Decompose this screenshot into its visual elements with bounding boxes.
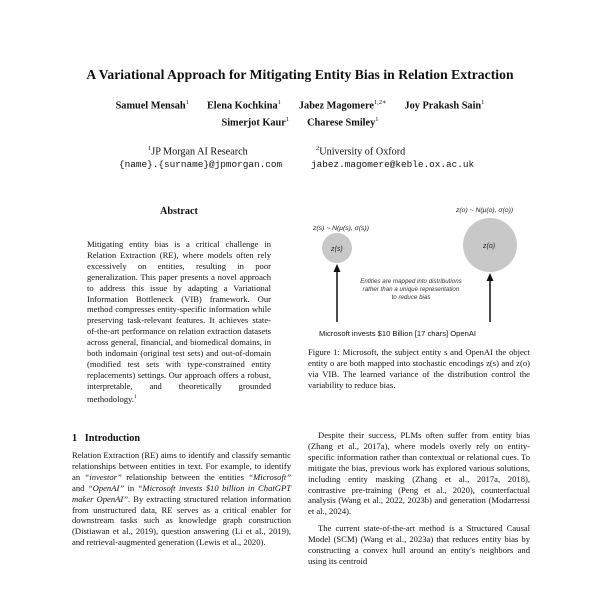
author-aff: 1 [185, 99, 189, 106]
author-aff: 1 [375, 116, 379, 123]
email-2: jabez.magomere@keble.ox.ac.uk [311, 159, 475, 170]
intro-quote: “investor” [84, 471, 122, 482]
figure-sentence: Microsoft invests $10 Billion [17 chars] OpenAI [319, 329, 477, 338]
arrowhead-subject [334, 264, 341, 272]
node-right: z(o) [483, 243, 496, 250]
arrowhead-object [487, 273, 494, 281]
label-right: z(o) ~ N(μ(o), σ(o)) [456, 207, 514, 214]
abstract-heading: Abstract [160, 206, 198, 217]
author-name: Joy Prakash Sain [404, 100, 482, 112]
author-aff: 1 [285, 116, 290, 123]
node-left: z(s) [331, 246, 343, 253]
abstract-text: Mitigating entity bias is a critical challenge in Relation Extraction (RE), where models often rely excessively on entities, resulting in poor generalization. This paper presents a novel approach to address this issue by adapting a Variational Information Bottleneck (VIB) framework. Our method compresses entity-specific information while preserving task-relevant features. It achieves state-of-the-art performance on relation extraction datasets across general, financial, and biomedical domains, in both indomain (original test sets) and out-of-domain (modified test sets with type-constrained entity replacements) settings. Our approach offers a robust, interpretable, and theoretically grounded methodology. [87, 239, 271, 404]
note-line-1: Entities are mapped into distributions [360, 278, 462, 285]
aff-number: 1 [148, 145, 152, 152]
intro-text: Relation Extraction (RE) aims to identify and classify semantic relationships between entities in text. For example, to identify an [72, 450, 291, 482]
intro-text: in [124, 482, 138, 493]
author-aff: 1 [481, 99, 485, 106]
aff-number: 2 [316, 145, 320, 152]
affiliation-1 [148, 145, 248, 157]
author-line-1 [60, 98, 540, 111]
section-number: 1 [72, 433, 78, 444]
figure-caption: Figure 1: Microsoft, the subject entity s and OpenAI the object entity o are both mapped into stochastic encodings z(s) and z(o) via VIB. The learned variance of the distribution control the variability to reduce bias. [308, 347, 530, 390]
author-name: Charese Smiley [307, 117, 376, 129]
footnote-mark: 1 [133, 393, 137, 400]
author-name: Samuel Mensah [115, 100, 186, 112]
section-title: Introduction [84, 433, 141, 444]
author-name: Elena Kochkina [206, 100, 278, 112]
paper-title: A Variational Approach for Mitigating Entity Bias in Relation Extraction [86, 67, 514, 82]
intro-quote: “OpenAI” [87, 482, 125, 493]
label-left: z(s) ~ N(μ(s), σ(s)) [313, 225, 369, 232]
right-paragraph-1: Despite their success, PLMs often suffer from entity bias (Zhang et al., 2017a), where models overly rely on entity-specific information rather than contextual or relational cues. To mitigate the bias, previous work has explored various solutions, including entity masking (Zhang et al., 2017a, 2018), contrastive pre-training (Peng et al., 2020), counterfactual analysis (Wang et al., 2022, 2023b) and generation (Modarressi et al., 2024). [308, 430, 530, 517]
author-name: Jabez Magomere [298, 100, 374, 112]
intro-example-sentence: “Microsoft invests $10 billion in ChatGPT maker OpenAI” [72, 482, 291, 504]
intro-body [72, 450, 291, 548]
email-1: {name}.{surname}@jpmorgan.com [119, 159, 283, 170]
affiliation-2 [316, 145, 405, 157]
author-aff: 1 [277, 99, 281, 106]
note-line-3: to reduce bias [391, 294, 431, 301]
intro-text: . By extracting structured relation information from unstructured data, RE serves as a critical enabler for downstream tasks such as knowledge graph construction (Distiawan et al., 2019), question answering (Li et al., 2019), and retrieval-augmented generation (Lewis et al., 2020). [72, 493, 291, 548]
aff-name: University of Oxford [319, 146, 406, 158]
author-name: Simerjot Kaur [221, 117, 286, 129]
intro-quote: “Microsoft” [248, 471, 292, 482]
right-column-body [308, 430, 530, 567]
author-aff: 1,2∗ [373, 99, 387, 106]
intro-heading [72, 433, 140, 444]
right-paragraph-2: The current state-of-the-art method is a Structured Causal Model (SCM) (Wang et al., 2023a) that reduces entity bias by constructing a convex hull around an entity's neighbors and using its centroid [308, 523, 530, 566]
note-line-2: rather than a unique representation [362, 286, 460, 293]
abstract-body [87, 239, 271, 404]
aff-name: JP Morgan AI Research [151, 146, 248, 158]
figure-1 [306, 200, 532, 340]
author-line-2 [60, 116, 540, 128]
intro-text: relationship between the entities [121, 471, 249, 482]
intro-text: and [72, 482, 88, 493]
